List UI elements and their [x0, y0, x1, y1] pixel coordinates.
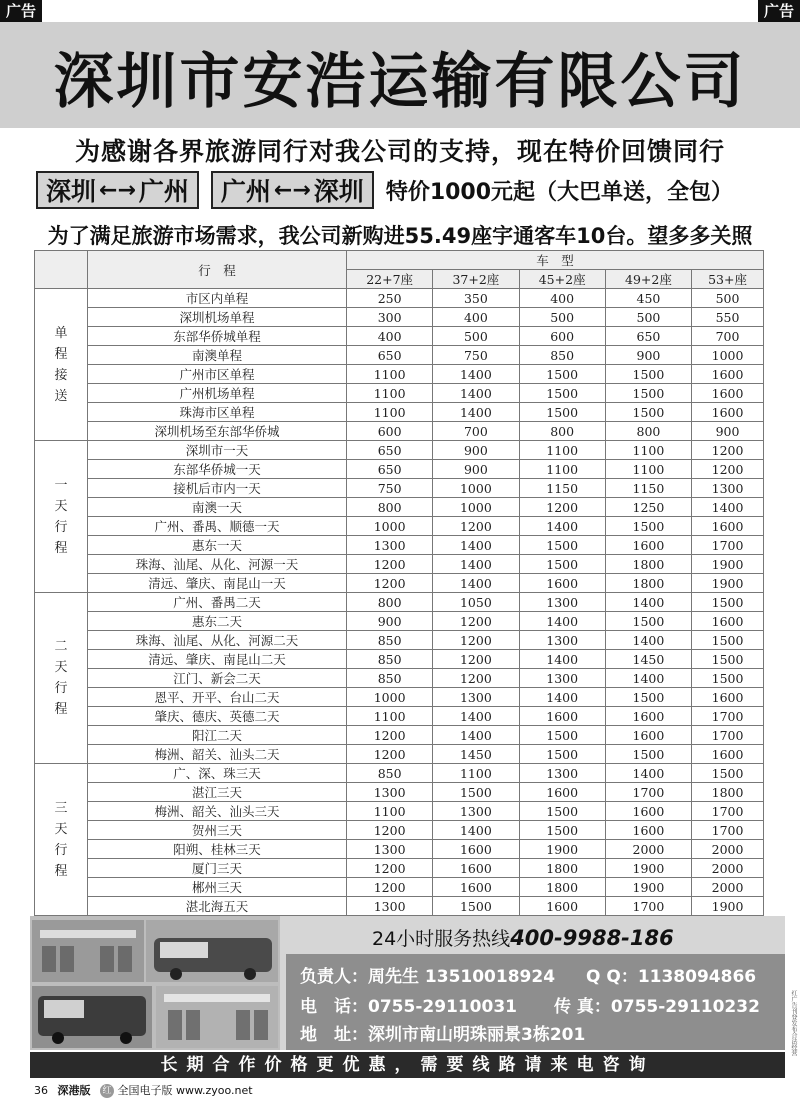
price-cell: 1200	[433, 631, 519, 650]
price-cell: 1900	[605, 878, 691, 897]
price-cell: 400	[347, 327, 433, 346]
price-cell: 1100	[347, 365, 433, 384]
price-cell: 900	[605, 346, 691, 365]
group-label: 单 程 接 送	[35, 289, 88, 441]
price-cell: 1400	[433, 536, 519, 555]
price-cell: 800	[605, 422, 691, 441]
price-cell: 1600	[692, 517, 764, 536]
price-cell: 1500	[605, 365, 691, 384]
group-label: 二 天 行 程	[35, 593, 88, 764]
header-route: 行 程	[88, 251, 347, 289]
price-cell: 650	[347, 441, 433, 460]
price-cell: 850	[347, 631, 433, 650]
price-cell: 1500	[519, 403, 605, 422]
price-cell: 1200	[347, 859, 433, 878]
header-vehicle: 车 型	[347, 251, 764, 270]
price-cell: 1200	[692, 441, 764, 460]
route-name: 广州机场单程	[88, 384, 347, 403]
price-cell: 1600	[605, 821, 691, 840]
table-row	[35, 574, 764, 593]
price-cell: 1600	[519, 783, 605, 802]
price-cell: 1500	[605, 612, 691, 631]
header-blank	[35, 251, 88, 289]
table-row	[35, 536, 764, 555]
group-label: 三 天 行 程	[35, 764, 88, 916]
ad-tag-left: 广告	[0, 0, 42, 22]
price-cell: 850	[347, 764, 433, 783]
table-row	[35, 460, 764, 479]
price-cell: 1700	[605, 783, 691, 802]
price-cell: 1500	[605, 745, 691, 764]
contact-panel	[286, 954, 785, 1050]
price-cell: 1200	[519, 498, 605, 517]
price-cell: 1100	[433, 764, 519, 783]
table-row	[35, 840, 764, 859]
route-name: 东部华侨城单程	[88, 327, 347, 346]
table-row	[35, 308, 764, 327]
price-cell: 1500	[692, 593, 764, 612]
contact-phone: 电 话：0755-29110031	[300, 997, 517, 1017]
route-name: 市区内单程	[88, 289, 347, 308]
price-cell: 1800	[519, 878, 605, 897]
price-cell: 1300	[692, 479, 764, 498]
price-cell: 1500	[692, 650, 764, 669]
price-cell: 1400	[519, 612, 605, 631]
price-cell: 500	[605, 308, 691, 327]
route-name: 梅洲、韶关、汕头二天	[88, 745, 347, 764]
table-row	[35, 631, 764, 650]
route-name: 广州、番禺二天	[88, 593, 347, 612]
route-name: 深圳机场单程	[88, 308, 347, 327]
badge-icon: 红	[100, 1084, 114, 1098]
route-name: 深圳机场至东部华侨城	[88, 422, 347, 441]
price-cell: 1050	[433, 593, 519, 612]
bus-photos	[30, 916, 280, 1050]
price-cell: 1000	[433, 498, 519, 517]
price-cell: 700	[692, 327, 764, 346]
route2-from: 广州	[220, 177, 271, 206]
table-row	[35, 441, 764, 460]
route-name: 郴州三天	[88, 878, 347, 897]
price-cell: 1200	[433, 650, 519, 669]
price-cell: 1200	[347, 574, 433, 593]
price-cell: 1200	[347, 726, 433, 745]
seat-type-header: 49+2座	[605, 270, 691, 289]
price-cell: 1500	[519, 384, 605, 403]
price-cell: 1900	[692, 574, 764, 593]
table-row	[35, 688, 764, 707]
price-cell: 1600	[692, 688, 764, 707]
price-cell: 1100	[605, 441, 691, 460]
price-cell: 1500	[605, 403, 691, 422]
contact-manager: 负责人：周先生 13510018924	[300, 967, 556, 987]
price-cell: 1600	[692, 612, 764, 631]
table-row	[35, 650, 764, 669]
price-cell: 400	[433, 308, 519, 327]
table-row	[35, 783, 764, 802]
price-cell: 1300	[519, 764, 605, 783]
table-row	[35, 669, 764, 688]
route-name: 贺州三天	[88, 821, 347, 840]
price-cell: 1250	[605, 498, 691, 517]
price-cell: 1700	[605, 897, 691, 916]
table-row	[35, 897, 764, 916]
price-cell: 1400	[519, 650, 605, 669]
price-cell: 800	[347, 593, 433, 612]
price-cell: 1500	[519, 555, 605, 574]
price-cell: 1500	[519, 536, 605, 555]
price-cell: 1500	[433, 897, 519, 916]
price-cell: 1300	[347, 536, 433, 555]
price-cell: 800	[519, 422, 605, 441]
route2-to: 深圳	[313, 177, 364, 206]
price-cell: 1700	[692, 821, 764, 840]
price-cell: 1400	[605, 631, 691, 650]
price-cell: 1500	[519, 726, 605, 745]
side-note: 红广告刊登发布合法经营	[790, 990, 797, 1056]
route-name: 东部华侨城一天	[88, 460, 347, 479]
price-cell: 750	[347, 479, 433, 498]
table-row	[35, 403, 764, 422]
price-cell: 1100	[347, 707, 433, 726]
price-cell: 1700	[692, 536, 764, 555]
price-cell: 1500	[692, 631, 764, 650]
table-row	[35, 821, 764, 840]
price-cell: 1500	[519, 821, 605, 840]
route-name: 深圳市一天	[88, 441, 347, 460]
price-cell: 2000	[605, 840, 691, 859]
price-cell: 800	[347, 498, 433, 517]
table-row	[35, 517, 764, 536]
price-cell: 350	[433, 289, 519, 308]
table-row	[35, 555, 764, 574]
price-cell: 450	[605, 289, 691, 308]
price-cell: 1200	[433, 612, 519, 631]
route-name: 惠东一天	[88, 536, 347, 555]
price-cell: 1800	[605, 574, 691, 593]
price-cell: 700	[433, 422, 519, 441]
route-name: 恩平、开平、台山二天	[88, 688, 347, 707]
price-cell: 1300	[347, 783, 433, 802]
price-cell: 1200	[347, 821, 433, 840]
route-name: 阳朔、桂林三天	[88, 840, 347, 859]
price-cell: 2000	[692, 840, 764, 859]
page-footer	[34, 1082, 253, 1098]
contact-address: 地 址：深圳市南山明珠丽景3栋201	[300, 1025, 586, 1045]
route-name: 肇庆、德庆、英德二天	[88, 707, 347, 726]
price-cell: 1400	[519, 688, 605, 707]
price-cell: 1600	[519, 574, 605, 593]
price-cell: 1450	[433, 745, 519, 764]
site-label: 全国电子版 www.zyoo.net	[117, 1084, 253, 1097]
table-row	[35, 593, 764, 612]
price-cell: 1700	[692, 707, 764, 726]
price-cell: 1300	[433, 802, 519, 821]
price-cell: 1500	[519, 802, 605, 821]
route1-from: 深圳	[46, 177, 97, 206]
table-row	[35, 802, 764, 821]
price-cell: 1100	[347, 384, 433, 403]
price-cell: 1000	[347, 517, 433, 536]
route-name: 清远、肇庆、南昆山二天	[88, 650, 347, 669]
price-cell: 1500	[519, 365, 605, 384]
price-cell: 1600	[605, 536, 691, 555]
price-cell: 1400	[692, 498, 764, 517]
price-cell: 850	[347, 669, 433, 688]
seat-type-header: 53+座	[692, 270, 764, 289]
price-cell: 900	[433, 441, 519, 460]
price-cell: 1600	[605, 707, 691, 726]
double-arrow-icon: ←→	[99, 177, 136, 203]
table-row	[35, 327, 764, 346]
price-cell: 1000	[433, 479, 519, 498]
price-cell: 1900	[692, 897, 764, 916]
table-row	[35, 498, 764, 517]
price-cell: 850	[519, 346, 605, 365]
price-cell: 1300	[519, 631, 605, 650]
price-cell: 1450	[605, 650, 691, 669]
price-cell: 650	[347, 346, 433, 365]
ad-tag-right: 广告	[758, 0, 800, 22]
seat-type-header: 22+7座	[347, 270, 433, 289]
contact-qq: Q Q：1138094866	[586, 967, 757, 987]
price-cell: 1300	[519, 593, 605, 612]
table-row	[35, 479, 764, 498]
route-name: 湛北海五天	[88, 897, 347, 916]
price-cell: 1150	[605, 479, 691, 498]
price-cell: 1600	[692, 365, 764, 384]
hotline	[372, 924, 674, 951]
table-row	[35, 726, 764, 745]
double-arrow-icon: ←→	[273, 177, 311, 203]
route-name: 江门、新会二天	[88, 669, 347, 688]
route-box-guangzhou-shenzhen	[211, 171, 374, 209]
price-cell: 1400	[433, 555, 519, 574]
route-name: 厦门三天	[88, 859, 347, 878]
price-cell: 500	[519, 308, 605, 327]
price-cell: 1600	[692, 384, 764, 403]
price-cell: 850	[347, 650, 433, 669]
price-cell: 1400	[433, 707, 519, 726]
price-cell: 650	[347, 460, 433, 479]
price-cell: 1400	[605, 764, 691, 783]
route-name: 珠海市区单程	[88, 403, 347, 422]
price-cell: 1600	[692, 745, 764, 764]
table-row	[35, 612, 764, 631]
slogan-bar: 长期合作价格更优惠，需要线路请来电咨询	[30, 1052, 785, 1078]
page-number: 36	[34, 1084, 48, 1097]
route-name: 南澳一天	[88, 498, 347, 517]
price-cell: 1500	[433, 783, 519, 802]
price-cell: 1300	[433, 688, 519, 707]
price-cell: 500	[692, 289, 764, 308]
price-cell: 1800	[605, 555, 691, 574]
price-cell: 500	[433, 327, 519, 346]
route-name: 珠海、汕尾、从化、河源一天	[88, 555, 347, 574]
price-cell: 1600	[692, 403, 764, 422]
price-cell: 1200	[433, 669, 519, 688]
price-cell: 1900	[605, 859, 691, 878]
price-cell: 300	[347, 308, 433, 327]
price-cell: 1600	[433, 878, 519, 897]
price-cell: 900	[347, 612, 433, 631]
price-cell: 1150	[519, 479, 605, 498]
price-cell: 1200	[347, 555, 433, 574]
route-name: 广、深、珠三天	[88, 764, 347, 783]
price-cell: 2000	[692, 859, 764, 878]
notice-line: 为了满足旅游市场需求，我公司新购进55.49座宇通客车10台。望多多关照	[47, 224, 753, 248]
price-cell: 1100	[605, 460, 691, 479]
price-cell: 2000	[692, 878, 764, 897]
price-cell: 1400	[433, 403, 519, 422]
seat-type-header: 37+2座	[433, 270, 519, 289]
route-name: 广州市区单程	[88, 365, 347, 384]
table-row	[35, 764, 764, 783]
price-cell: 1500	[692, 764, 764, 783]
price-cell: 1500	[605, 384, 691, 403]
price-cell: 1800	[519, 859, 605, 878]
price-cell: 1700	[692, 726, 764, 745]
thanks-line: 为感谢各界旅游同行对我公司的支持，现在特价回馈同行	[74, 137, 725, 166]
route-name: 南澳单程	[88, 346, 347, 365]
route-name: 梅洲、韶关、汕头三天	[88, 802, 347, 821]
price-cell: 1600	[519, 897, 605, 916]
price-table	[34, 250, 764, 916]
route-promo	[36, 170, 733, 210]
price-cell: 1600	[433, 840, 519, 859]
price-cell: 1900	[692, 555, 764, 574]
price-cell: 250	[347, 289, 433, 308]
edition-label: 深港版	[57, 1084, 91, 1097]
price-cell: 1400	[433, 726, 519, 745]
route-box-shenzhen-guangzhou	[36, 171, 199, 209]
price-cell: 1400	[433, 821, 519, 840]
price-cell: 1900	[519, 840, 605, 859]
price-cell: 1600	[605, 802, 691, 821]
route-name: 清远、肇庆、南昆山一天	[88, 574, 347, 593]
price-cell: 1800	[692, 783, 764, 802]
contact-fax: 传 真：0755-29110232	[554, 997, 760, 1017]
price-cell: 1300	[347, 897, 433, 916]
table-row	[35, 384, 764, 403]
table-row	[35, 422, 764, 441]
price-cell: 1600	[433, 859, 519, 878]
price-cell: 1400	[605, 669, 691, 688]
price-cell: 600	[347, 422, 433, 441]
price-cell: 1600	[605, 726, 691, 745]
route-name: 接机后市内一天	[88, 479, 347, 498]
price-cell: 1100	[347, 802, 433, 821]
special-price: 特价1000元起（大巴单送，全包）	[385, 179, 734, 205]
price-cell: 1200	[347, 745, 433, 764]
hotline-number: 400-9988-186	[510, 926, 674, 950]
price-cell: 1200	[692, 460, 764, 479]
price-cell: 650	[605, 327, 691, 346]
price-cell: 1400	[433, 365, 519, 384]
group-label: 一 天 行 程	[35, 441, 88, 593]
price-cell: 750	[433, 346, 519, 365]
price-cell: 1100	[347, 403, 433, 422]
price-cell: 1400	[433, 574, 519, 593]
price-cell: 1300	[519, 669, 605, 688]
price-cell: 1500	[605, 688, 691, 707]
route1-to: 广州	[138, 177, 189, 206]
company-name: 深圳市安浩运输有限公司	[53, 47, 747, 117]
price-cell: 1400	[605, 593, 691, 612]
price-cell: 1300	[347, 840, 433, 859]
price-cell: 1400	[433, 384, 519, 403]
price-cell: 1200	[433, 517, 519, 536]
price-cell: 1100	[519, 460, 605, 479]
price-cell: 550	[692, 308, 764, 327]
price-cell: 900	[433, 460, 519, 479]
price-cell: 1500	[605, 517, 691, 536]
seat-type-header: 45+2座	[519, 270, 605, 289]
price-cell: 1200	[347, 878, 433, 897]
table-row	[35, 707, 764, 726]
hotline-label: 24小时服务热线	[372, 928, 511, 950]
route-name: 广州、番禺、顺德一天	[88, 517, 347, 536]
price-cell: 1000	[347, 688, 433, 707]
table-row	[35, 346, 764, 365]
table-row	[35, 878, 764, 897]
price-cell: 1500	[519, 745, 605, 764]
price-cell: 600	[519, 327, 605, 346]
price-cell: 900	[692, 422, 764, 441]
route-name: 阳江二天	[88, 726, 347, 745]
price-cell: 1500	[692, 669, 764, 688]
route-name: 湛江三天	[88, 783, 347, 802]
price-cell: 1700	[692, 802, 764, 821]
route-name: 惠东二天	[88, 612, 347, 631]
table-row	[35, 365, 764, 384]
table-row	[35, 289, 764, 308]
table-row	[35, 745, 764, 764]
price-cell: 1400	[519, 517, 605, 536]
price-cell: 1100	[519, 441, 605, 460]
route-name: 珠海、汕尾、从化、河源二天	[88, 631, 347, 650]
price-cell: 1000	[692, 346, 764, 365]
table-row	[35, 859, 764, 878]
price-cell: 1600	[519, 707, 605, 726]
price-cell: 400	[519, 289, 605, 308]
